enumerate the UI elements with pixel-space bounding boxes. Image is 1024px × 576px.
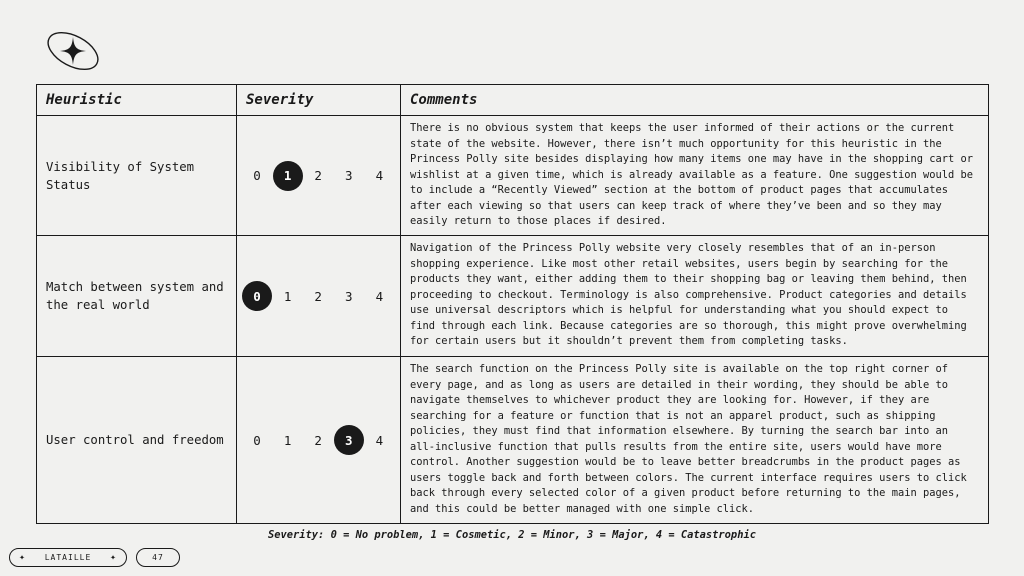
severity-scale [237,425,400,455]
severity-cell [237,357,401,524]
heuristic-name: User control and freedom [37,357,237,524]
severity-option-2: 2 [314,168,322,183]
severity-legend: Severity: 0 = No problem, 1 = Cosmetic, 2 = Minor, 3 = Major, 4 = Catastrophic [268,529,756,541]
star-logo-icon [46,28,100,74]
severity-scale [237,161,400,191]
four-point-star-icon: ✦ [109,552,117,563]
brand-name: LATAILLE [44,553,92,562]
severity-cell [237,236,401,357]
severity-option-4: 4 [375,288,384,304]
header-comments: Comments [401,85,989,116]
severity-selected-0: 0 [242,281,272,311]
severity-option-0: 0 [253,432,261,448]
comment-text: There is no obvious system that keeps the user informed of their actions or the current state of the website. However, there isn’t much opportunity for this heuristic in the Princess Polly site besides displaying how many items one may have in the shopping cart or wishlist at a given time, which is already available as a feature. One suggestion would be to include a “Recently Viewed” section at the bottom of product pages that accumulates after each viewing so that users can keep track of where they’ve been and so they may easily return to those places if desired. [401,116,989,236]
page-number-pill [136,548,180,567]
table-row [37,116,989,236]
severity-option-1: 1 [283,288,292,304]
severity-option-2: 2 [314,288,322,304]
heuristic-name: Match between system and the real world [37,236,237,357]
severity-option-2: 2 [314,432,322,448]
page-number: 47 [152,553,164,562]
comment-text: Navigation of the Princess Polly website very closely resembles that of an in-person shopping experience. Like most other retail websites, users begin by searching for the products they want, either adding them to their shopping bag or leaving them behind, then proceeding to checkout. Terminology is also comprehensive. Product categories and details use universal descriptors which is helpful for understanding what you should expect to find through each link. Because categories are so thorough, this might prove overwhelming for certain users but it shouldn’t prevent them from completing tasks. [401,236,989,357]
severity-option-3: 3 [345,288,353,304]
four-point-star-icon: ✦ [19,552,27,563]
brand-pill [9,548,127,567]
heuristic-name: Visibility of System Status [37,116,237,236]
severity-selected-1: 1 [273,161,303,191]
severity-option-0: 0 [253,168,261,183]
severity-option-4: 4 [375,168,384,183]
severity-selected-3: 3 [334,425,364,455]
severity-option-3: 3 [345,168,353,183]
table-row [37,357,989,524]
header-severity: Severity [237,85,401,116]
severity-option-4: 4 [375,432,384,448]
table-header-row [37,85,989,116]
severity-scale [237,281,400,311]
table-row [37,236,989,357]
heuristic-evaluation-table [36,84,989,524]
severity-option-1: 1 [283,432,292,448]
comment-text: The search function on the Princess Polly site is available on the top right corner of every page, and as long as users are detailed in their wording, they should be able to navigate themselves to whichever product they are looking for. However, if they are searching for a feature or function that is not an apparel product, such as shipping policies, they must find that information elsewhere. By turning the search bar into an all-inclusive function that pulls results from the entire site, users would have more control. Another suggestion would be to leave better breadcrumbs in the product pages as users toggle back and forth between colors. The current interface requires users to click back through every selected color of a given product before returning to the main pages, and this could be better managed with one simple click. [401,357,989,524]
header-heuristic: Heuristic [37,85,237,116]
severity-cell [237,116,401,236]
